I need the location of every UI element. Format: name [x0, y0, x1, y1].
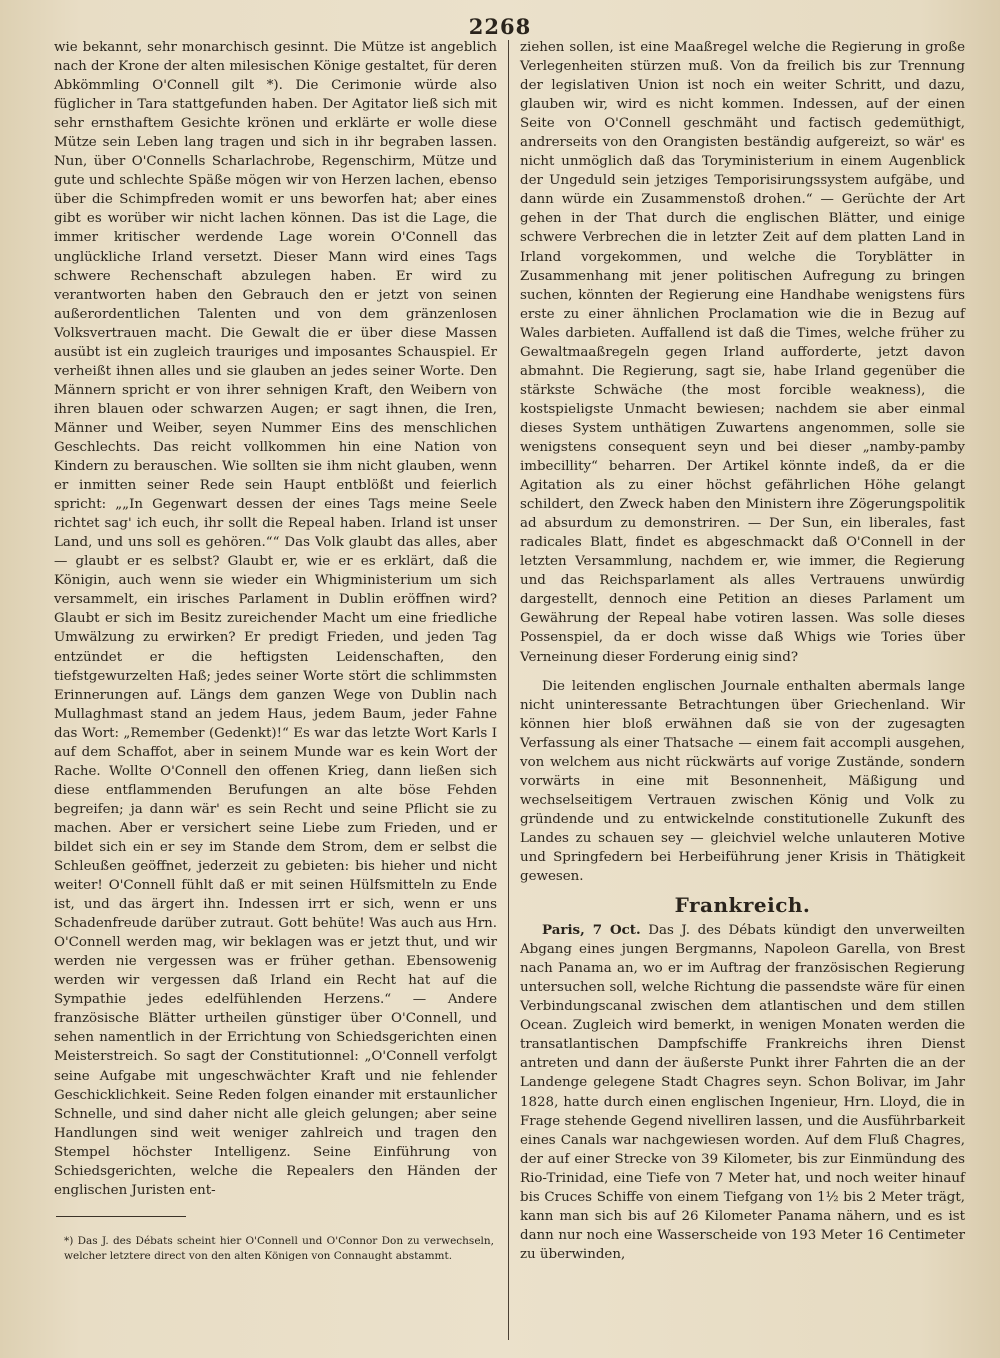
section-heading: Frankreich.	[674, 893, 811, 918]
column-divider	[508, 40, 509, 1340]
paragraph-gap	[520, 667, 965, 677]
left-column	[54, 38, 497, 1200]
dateline: Paris, 7 Oct.	[542, 922, 641, 939]
article-paragraph: wie bekannt, sehr monarchisch gesinnt. Die Mütze ist angeblich nach der Krone der alten milesischen Könige gestaltet, für deren Abkömmling O'Connell gilt *). Die Cerimonie würde also füglicher in Tara stattgefunden haben. Der Agitator ließ sich mit sehr ernsthaftem Gesichte krönen und erklärte er wolle diese Mütze sein Leben lang tragen und sich in ihr begraben lassen. Nun, über O'Connells Scharlachrobe, Regenschirm, Mütze und gute und schlechte Späße mögen wir von Herzen lachen, ebenso über die Schimpfreden womit er uns beworfen hat; aber eines gibt es worüber wir nicht lachen können. Das ist die Lage, die immer kritischer werdende Lage worein O'Connell das unglückliche Irland versetzt. Dieser Mann wird eines Tags schwere Rechenschaft abzulegen haben. Er wird zu verantworten haben den Gebrauch den er jetzt von seinen außerordentlichen Talenten und von dem gränzenlosen Volksvertrauen macht. Die Gewalt die er über diese Massen ausübt ist ein zugleich trauriges und imposantes Schauspiel. Er verheißt ihnen alles und sie glauben an jedes seiner Worte. Den Männern spricht er von ihrer sehnigen Kraft, den Weibern von ihren blauen oder schwarzen Augen; er sagt ihnen, die Iren, Männer und Weiber, seyen Nummer Eins des menschlichen Geschlechts. Das reicht vollkommen hin eine Nation von Kindern zu berauschen. Wie sollten sie ihm nicht glauben, wenn er inmitten seiner Rede sein Haupt entblößt und feierlich spricht: „„In Gegenwart dessen der eines Tags meine Seele richtet sag' ich euch, ihr sollt die Repeal haben. Irland ist unser Land, und uns soll es gehören.““ Das Volk glaubt das alles, aber — glaubt er es selbst? Glaubt er, wie er es erklärt, daß die Königin, auch wenn sie wieder ein Whigministerium um sich versammelt, ein irisches Parlament in Dublin eröffnen wird? Glaubt er sich im Besitz zureichender Macht um eine friedliche Umwälzung zu erwirken? Er predigt Frieden, und jeden Tag entzündet er die heftigsten Leidenschaften, den tiefstgewurzelten Haß; jedes seiner Worte stört die schlimmsten Erinnerungen auf. Längs dem ganzen Wege von Dublin nach Mullaghmast stand an jedem Haus, jedem Baum, jeder Fahne das Wort: „Remember (Gedenkt)!“ Es war das letzte Wort Karls I auf dem Schaffot, aber in seinem Munde war es kein Wort der Rache. Wollte O'Connell den offenen Krieg, dann ließen sich diese entflammenden Berufungen an alte böse Fehden begreifen; ja dann wär' es sein Recht und seine Pflicht sie zu machen. Aber er versichert seine Liebe zum Frieden, und er bildet sich ein er sey im Stande dem Strom, dem er selbst die Schleußen geöffnet, jederzeit zu gebieten: bis hieher und nicht weiter! O'Connell fühlt daß er mit seinen Hülfsmitteln zu Ende ist, und das ärgert ihn. Indessen irrt er sich, wenn er uns Schadenfreude darüber zutraut. Gott behüte! Was auch aus Hrn. O'Connell werden mag, wir beklagen was er jetzt thut, und wir werden nie vergessen was er früher gethan. Ebensowenig werden wir vergessen daß Irland ein Recht hat auf die Sympathie jedes edelfühlenden Herzens.“ — Andere französische Blätter urtheilen günstiger über O'Connell, und sehen namentlich in der Errichtung von Schiedsgerichten einen Meisterstreich. So sagt der Constitutionnel: „O'Connell verfolgt seine Aufgabe mit ungeschwächter Kraft und nie fehlender Geschicklichkeit. Seine Reden folgen einander mit erstaunlicher Schnelle, und sind daher nicht alle gleich gelungen; aber seine Handlungen sind weit weniger zahlreich und tragen den Stempel höchster Intelligenz. Seine Einführung von Schiedsgerichten, welche die Repealers den Händen der englischen Juristen ent-	[54, 40, 497, 1198]
page-number: 2268	[468, 14, 532, 39]
section-paragraph: Das J. des Débats kündigt den unverweilten Abgang eines jungen Bergmanns, Napoleon Garella, von Brest nach Panama an, wo er im Auftrag der französischen Regierung untersuchen soll, welche Richtung die passendste wäre für einen Verbindungscanal zwischen dem atlantischen und dem stillen Ocean. Zugleich wird bemerkt, in wenigen Monaten werden die transatlantischen Dampfschiffe Frankreichs ihren Dienst antreten und dann der äußerste Punkt ihrer Fahrten die an der Landenge gelegene Stadt Chagres seyn. Schon Bolivar, im Jahr 1828, hatte durch einen englischen Ingenieur, Hrn. Lloyd, die in Frage stehende Gegend nivelliren lassen, und die Ausführbarkeit eines Canals war nachgewiesen worden. Auf dem Fluß Chagres, der auf einer Strecke von 39 Kilometer, bis zur Einmündung des Rio-Trinidad, eine Tiefe von 7 Meter hat, und noch weiter hinauf bis Cruces Schiffe von einem Tiefgang von 1½ bis 2 Meter trägt, kann man sich bis auf 26 Kilometer Panama nähern, und es ist dann nur noch eine Wasserscheide von 193 Meter 16 Centimeter zu überwinden,	[520, 923, 965, 1262]
article-paragraph: ziehen sollen, ist eine Maaßregel welche die Regierung in große Verlegenheiten stürzen muß. Von da freilich bis zur Trennung der legislativen Union ist noch ein weiter Schritt, und dazu, glauben wir, wird es nicht kommen. Indessen, auf der einen Seite von O'Connell geschmäht und factisch gedemüthigt, andrerseits von den Orangisten beständig aufgereizt, so wär' es nicht unmöglich daß das Toryministerium in einem Augenblick der Ungeduld sein jetziges Temporisirungssystem aufgäbe, und dann würde ein Zusammenstoß drohen.“ — Gerüchte der Art gehen in der That durch die englischen Blätter, und einige schwere Verbrechen die in letzter Zeit auf dem platten Land in Irland vorgekommen, und welche die Toryblätter in Zusammenhang mit jener politischen Aufregung zu bringen suchen, könnten der Regierung eine Handhabe wenigstens fürs erste zu einer ähnlichen Proclamation wie die in Bezug auf Wales darbieten. Auffallend ist daß die Times, welche früher zu Gewaltmaaßregeln gegen Irland aufforderte, jetzt davon abmahnt. Die Regierung, sagt sie, habe Irland gegenüber die stärkste Schwäche (the most forcible weakness), die kostspieligste Unmacht bewiesen; nachdem sie aber einmal dieses System unthätigen Zuwartens angenommen, solle sie wenigstens consequent seyn und bei dieser „namby-pamby imbecillity“ beharren. Der Artikel könnte indeß, da er die Agitation als zu einer höchst gefährlichen Höhe gelangt schildert, den Zweck haben den Ministern ihre Zögerungspolitik ad absurdum zu demonstriren. — Der Sun, ein liberales, fast radicales Blatt, findet es abgeschmackt daß O'Connell in der letzten Versammlung, nachdem er, wie immer, die Regierung und das Reichsparlament als alles Vertrauens unwürdig dargestellt, dennoch eine Petition an dieses Parlament um Gewährung der Repeal habe votiren lassen. Was solle dieses Possenspiel, da er doch wisse daß Whigs wie Tories über Verneinung dieser Forderung einig sind?	[520, 40, 965, 665]
footnote-rule	[56, 1216, 186, 1217]
right-column	[520, 38, 965, 1264]
article-paragraph: Die leitenden englischen Journale enthalten abermals lange nicht uninteressante Betrachtungen über Griechenland. Wir können hier bloß erwähnen daß sie von der zugesagten Verfassung als einer Thatsache — einem fait accompli ausgehen, von welchem aus nicht rückwärts auf vorige Zustände, sondern vorwärts in eine mit Besonnenheit, Mäßigung und wechselseitigem Vertrauen zwischen König und Volk zu gründende und zu entwickelnde constitutionelle Zukunft des Landes zu schauen sey — gleichviel welche unlauteren Motive und Springfedern bei Herbeiführung jener Krisis in Thätigkeit gewesen.	[520, 678, 965, 885]
footnote: *) Das J. des Débats scheint hier O'Connell und O'Connor Don zu verwechseln, welcher letztere direct von den alten Königen von Connaught abstammt.	[64, 1235, 494, 1262]
section-body	[520, 921, 965, 1264]
